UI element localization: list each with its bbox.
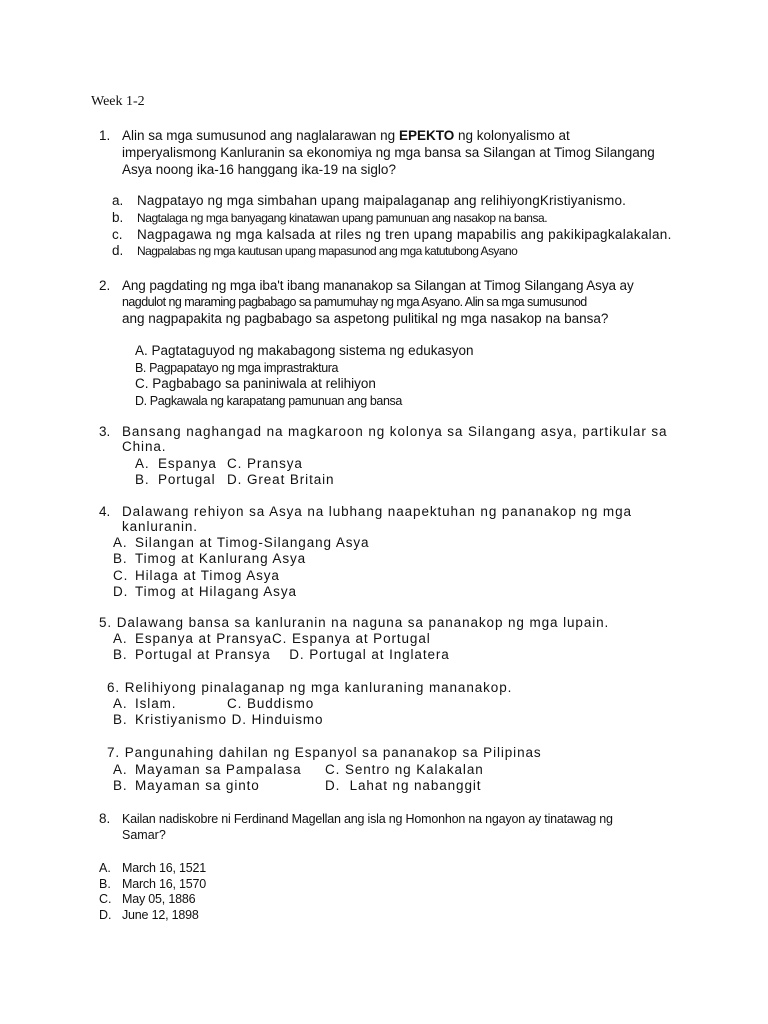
option-text: Timog at Hilagang Asya <box>135 584 297 599</box>
option-letter: B. <box>113 778 128 793</box>
option-letter: A. <box>113 696 128 711</box>
option-text: Islam. <box>135 696 177 711</box>
option-text: May 05, 1886 <box>122 892 196 906</box>
option-text: Portugal <box>158 472 216 487</box>
option-text: A. Pagtataguyod ng makabagong sistema ng edukasyon <box>135 343 474 358</box>
option-text: C. Buddismo <box>227 696 315 711</box>
option-text: March 16, 1521 <box>122 861 207 875</box>
question-text-part: ng kolonyalismo at <box>454 128 570 143</box>
question-text: Dalawang rehiyon sa Asya na lubhang naapektuhan ng pananakop ng mga <box>122 504 632 519</box>
option-letter: a. <box>112 193 124 208</box>
option-letter: B. <box>113 712 128 727</box>
question-text: nagdulot ng maraming pagbabago sa pamumuhay ng mga Asyano. Alin sa mga sumusunod <box>122 295 587 309</box>
option-text: D. Great Britain <box>227 472 335 487</box>
option-letter: c. <box>112 227 123 242</box>
option-text: B. Pagpapatayo ng mga imprastraktura <box>135 361 339 375</box>
option-letter: D. <box>99 908 112 922</box>
option-text: Nagtalaga ng mga banyagang kinatawan upang pamunuan ang nasakop na bansa. <box>137 211 548 225</box>
option-letter: B. <box>113 551 128 566</box>
option-text: C. Pransya <box>227 456 303 471</box>
question-text: Bansang naghangad na magkaroon ng kolonya sa Silangang asya, partikular sa <box>122 424 668 439</box>
question-number: 3. <box>99 424 111 439</box>
option-text: Nagpatayo ng mga simbahan upang maipalaganap ang relihiyongKristiyanismo. <box>137 193 626 208</box>
emphasis-text: EPEKTO <box>398 128 455 143</box>
week-heading: Week 1-2 <box>91 94 145 109</box>
question-text: China. <box>122 439 167 454</box>
option-text: C. Sentro ng Kalakalan <box>325 762 484 777</box>
question-text: Samar? <box>122 828 166 842</box>
option-text: Nagpalabas ng mga kautusan upang mapasunod ang mga katutubong Asyano <box>137 244 518 258</box>
option-letter: D. <box>113 584 129 599</box>
option-letter: B. <box>135 472 150 487</box>
option-letter: C. <box>99 892 112 906</box>
question-text: imperyalismong Kanluranin sa ekonomiya ng mga bansa sa Silangan at Timog Silangang <box>122 145 655 160</box>
option-letter: B. <box>99 877 111 891</box>
option-text: Kristiyanismo D. Hinduismo <box>135 712 324 727</box>
option-text: Silangan at Timog-Silangang Asya <box>135 535 370 550</box>
question-number: 2. <box>99 278 111 293</box>
question-text: Asya noong ika-16 hanggang ika-19 na siglo? <box>122 162 396 177</box>
option-text: Mayaman sa ginto <box>135 778 260 793</box>
option-text: D. Lahat ng nabanggit <box>325 778 482 793</box>
option-text: June 12, 1898 <box>122 908 199 922</box>
option-letter: d. <box>112 243 124 258</box>
option-letter: A. <box>113 762 128 777</box>
option-text: D. Pagkawala ng karapatang pamunuan ang bansa <box>135 394 402 408</box>
option-text: Espanya at PransyaC. Espanya at Portugal <box>135 631 431 646</box>
option-text: Mayaman sa Pampalasa <box>135 762 302 777</box>
option-text: Timog at Kanlurang Asya <box>135 551 307 566</box>
question-number: 4. <box>99 504 111 519</box>
question-text: 6. Relihiyong pinalaganap ng mga kanluraning mananakop. <box>107 680 513 695</box>
option-text: Espanya <box>158 456 217 471</box>
question-text: 5. Dalawang bansa sa kanluranin na naguna sa pananakop ng mga lupain. <box>99 615 610 630</box>
option-text: March 16, 1570 <box>122 877 207 891</box>
question-text: ang nagpapakita ng pagbabago sa aspetong pulitikal ng mga nasakop na bansa? <box>122 311 609 326</box>
question-number: 1. <box>99 128 111 143</box>
option-letter: A. <box>135 456 150 471</box>
option-letter: C. <box>113 568 129 583</box>
option-letter: b. <box>112 210 124 225</box>
option-letter: A. <box>113 535 128 550</box>
option-letter: A. <box>99 861 111 875</box>
question-text: kanluranin. <box>122 519 198 534</box>
option-text: Hilaga at Timog Asya <box>135 568 280 583</box>
option-text: Nagpagawa ng mga kalsada at riles ng tren upang mapabilis ang pakikipagkalakalan. <box>137 227 672 242</box>
question-text-part: Alin sa mga sumusunod ang naglalarawan ng <box>122 128 399 143</box>
option-letter: A. <box>113 631 128 646</box>
option-letter: B. <box>113 647 128 662</box>
question-text: 7. Pangunahing dahilan ng Espanyol sa pananakop sa Pilipinas <box>107 745 542 760</box>
question-text: Kailan nadiskobre ni Ferdinand Magellan ang isla ng Homonhon na ngayon ay tinatawag ng <box>122 812 613 826</box>
question-text: Ang pagdating ng mga iba't ibang mananakop sa Silangan at Timog Silangang Asya ay <box>122 278 634 293</box>
option-text: C. Pagbabago sa paniniwala at relihiyon <box>135 376 376 391</box>
question-text <box>122 128 570 144</box>
option-text: Portugal at Pransya D. Portugal at Inglatera <box>135 647 450 662</box>
question-number: 8. <box>99 811 111 826</box>
